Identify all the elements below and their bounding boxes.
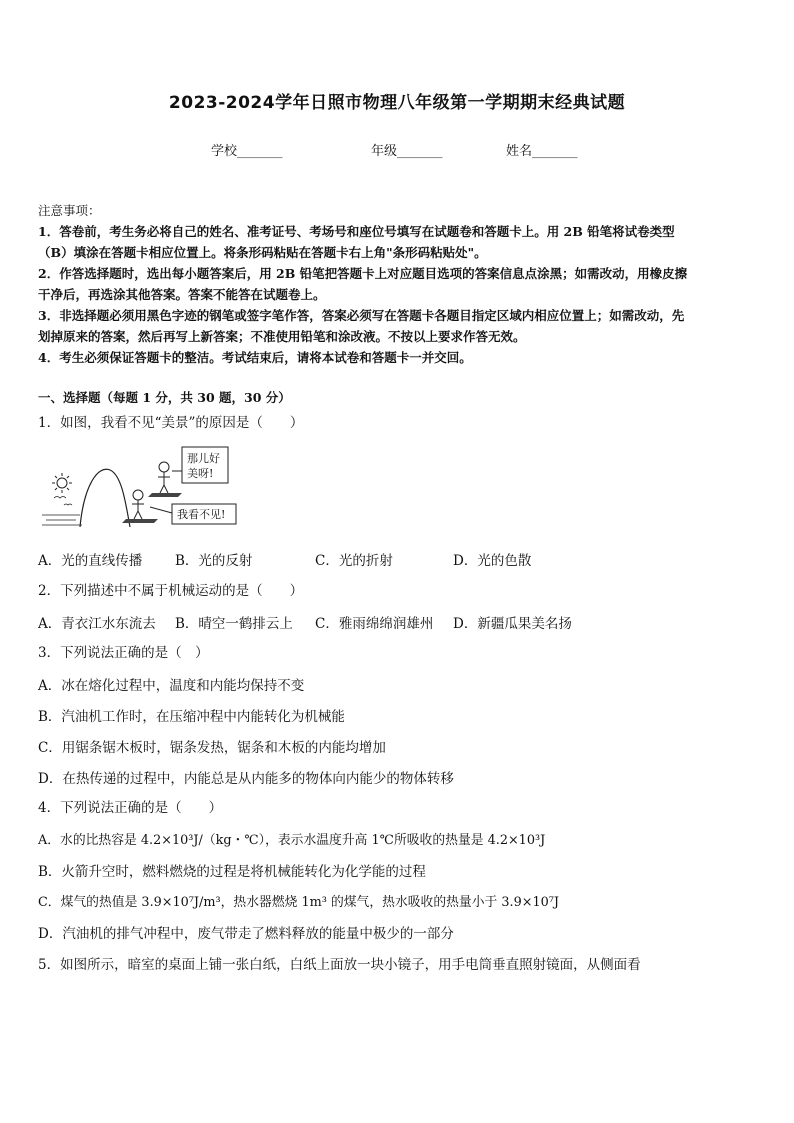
q1-option-a: A．光的直线传播 xyxy=(38,553,143,569)
mountain-shape xyxy=(80,469,130,527)
question-1-figure xyxy=(40,445,240,535)
question-2-stem: 2．下列描述中不属于机械运动的是（ ） xyxy=(38,583,304,599)
upper-person-icon xyxy=(158,462,170,493)
notice-line: 1．答卷前，考生务必将自己的姓名、准考证号、考场号和座位号填写在试题卷和答题卡上。用 2B 铅笔将试卷类型 xyxy=(38,224,675,239)
q2-option-c: C．雅雨绵绵润雄州 xyxy=(315,616,434,632)
q3-option-d: D．在热传递的过程中，内能总是从内能多的物体向内能少的物体转移 xyxy=(38,771,454,787)
bubble-top-line-1: 那儿好 xyxy=(187,452,220,465)
notice-line: 2．作答选择题时，选出每小题答案后，用 2B 铅笔把答题卡上对应题目选项的答案信息点涂黑；如需改动，用橡皮擦 xyxy=(38,266,688,281)
q2-option-b: B．晴空一鹤排云上 xyxy=(175,616,293,632)
lower-platform xyxy=(122,519,158,523)
speech-bubble-bottom xyxy=(150,504,236,524)
name-field: 姓名_______ xyxy=(506,144,578,159)
bubble-bottom-text: 我看不见! xyxy=(177,508,226,521)
q1-option-d: D．光的色散 xyxy=(453,553,532,569)
upper-platform xyxy=(148,493,182,497)
section-heading: 一、选择题（每题 1 分，共 30 题，30 分） xyxy=(38,390,291,405)
q2-option-a: A．青衣江水东流去 xyxy=(38,616,156,632)
bubble-top-line-2: 美呀! xyxy=(187,467,214,480)
speech-bubble-top xyxy=(172,447,228,483)
q1-option-c: C．光的折射 xyxy=(315,553,393,569)
notice-line: 干净后，再选涂其他答案。答案不能答在试题卷上。 xyxy=(38,287,326,302)
q1-option-b: B．光的反射 xyxy=(175,553,253,569)
lower-person-icon xyxy=(132,490,144,519)
q4-option-a: A．水的比热容是 4.2×10³J/（kg・℃），表示水温度升高 1℃所吸收的热量是 4.2×10³J xyxy=(38,833,546,848)
q3-option-a: A．冰在熔化过程中，温度和内能均保持不变 xyxy=(38,678,305,694)
q2-option-d: D．新疆瓜果美名扬 xyxy=(453,616,572,632)
question-4-stem: 4．下列说法正确的是（ ） xyxy=(38,800,223,816)
school-field: 学校_______ xyxy=(211,144,283,159)
q3-option-b: B．汽油机工作时，在压缩冲程中内能转化为机械能 xyxy=(38,709,345,725)
question-3-stem: 3．下列说法正确的是（ ） xyxy=(38,645,209,661)
question-5-stem: 5．如图所示，暗室的桌面上铺一张白纸，白纸上面放一块小镜子，用手电筒垂直照射镜面，从侧面看 xyxy=(38,957,641,973)
grade-field: 年级_______ xyxy=(371,144,443,159)
sun-icon xyxy=(52,473,72,493)
notice-line: 3．非选择题必须用黑色字迹的钢笔或签字笔作答，答案必须写在答题卡各题目指定区域内相应位置上；如需改动，先 xyxy=(38,308,685,323)
birds-icon xyxy=(54,497,72,506)
page-title: 2023-2024学年日照市物理八年级第一学期期末经典试题 xyxy=(168,93,626,113)
q4-option-b: B．火箭升空时，燃料燃烧的过程是将机械能转化为化学能的过程 xyxy=(38,864,426,880)
q3-option-c: C．用锯条锯木板时，锯条发热，锯条和木板的内能均增加 xyxy=(38,740,386,756)
notice-line: 划掉原来的答案，然后再写上新答案；不准使用铅笔和涂改液。不按以上要求作答无效。 xyxy=(38,329,526,344)
notice-line: 4．考生必须保证答题卡的整洁。考试结束后，请将本试卷和答题卡一并交回。 xyxy=(38,350,472,365)
question-1-stem: 1．如图，我看不见“美景”的原因是（ ） xyxy=(38,415,304,431)
water-lines xyxy=(42,515,82,525)
notice-heading: 注意事项： xyxy=(38,203,101,218)
q4-option-d: D．汽油机的排气冲程中，废气带走了燃料释放的能量中极少的一部分 xyxy=(38,926,454,942)
q4-option-c: C．煤气的热值是 3.9×10⁷J/m³，热水器燃烧 1m³ 的煤气，热水吸收的热量小于 3.9×10⁷J xyxy=(38,895,559,910)
notice-line: （B）填涂在答题卡相应位置上。将条形码粘贴在答题卡右上角"条形码粘贴处"。 xyxy=(38,245,487,260)
